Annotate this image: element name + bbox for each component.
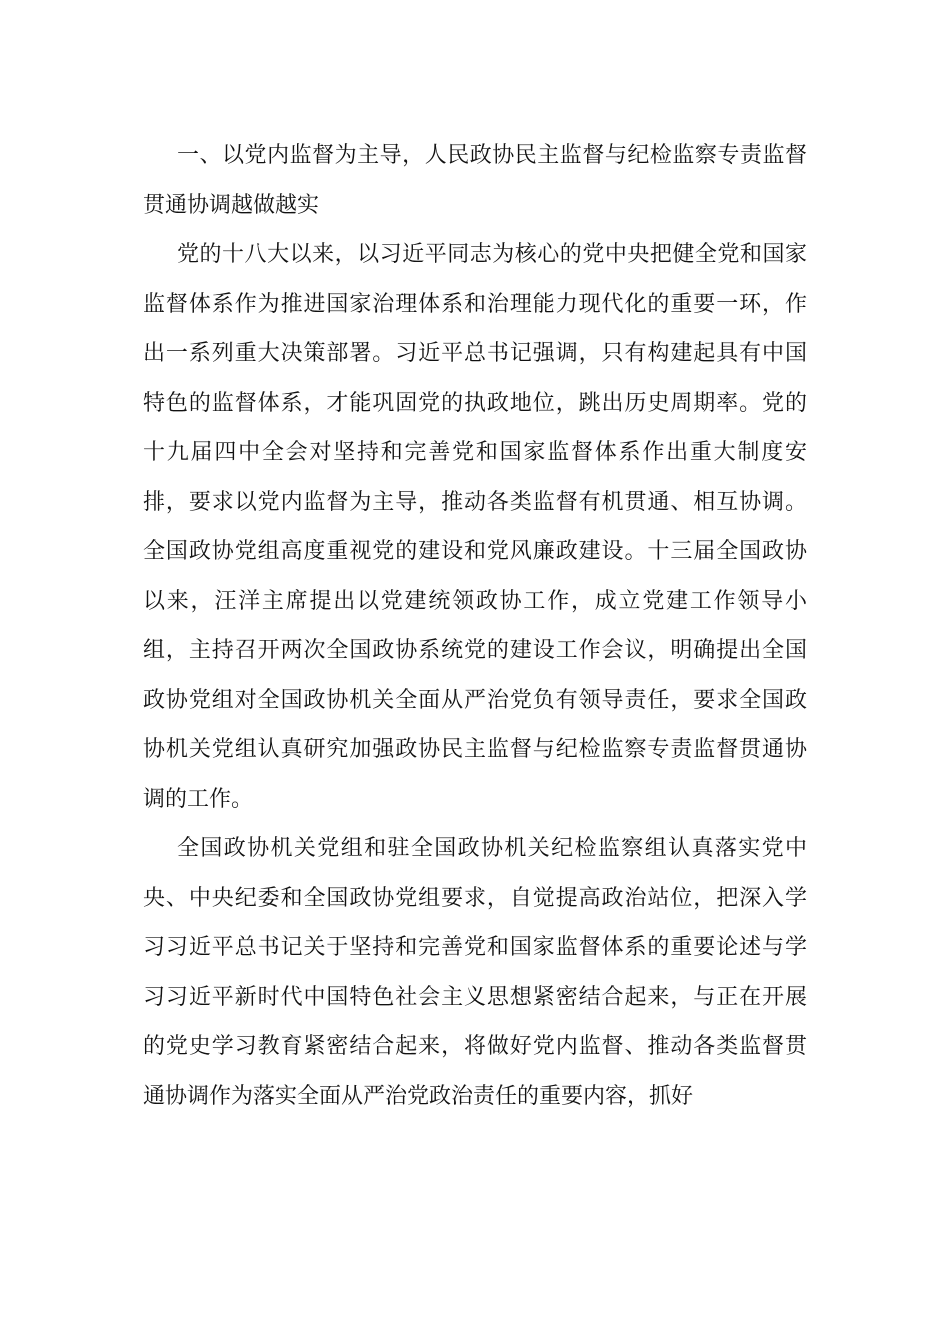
text-line: 的党史学习教育紧密结合起来，将做好党内监督、推动各类监督贯 [143, 1034, 807, 1059]
text-line: 调的工作。 [143, 786, 254, 812]
text-line: 十九届四中全会对坚持和完善党和国家监督体系作出重大制度安 [143, 440, 807, 465]
text-line: 出一系列重大决策部署。习近平总书记强调，只有构建起具有中国 [143, 341, 807, 366]
text-line: 政协党组对全国政协机关全面从严治党负有领导责任，要求全国政 [143, 687, 807, 713]
text-line: 组，主持召开两次全国政协系统党的建设工作会议，明确提出全国 [143, 638, 807, 663]
section-heading [143, 131, 807, 230]
body-paragraph [143, 230, 807, 824]
document-body [143, 131, 807, 1121]
text-line: 央、中央纪委和全国政协党组要求，自觉提高政治站位，把深入学 [143, 885, 807, 911]
text-line: 通协调作为落实全面从严治党政治责任的重要内容，抓好 [143, 1083, 694, 1109]
text-line: 习习近平新时代中国特色社会主义思想紧密结合起来，与正在开展 [143, 984, 807, 1010]
text-line: 全国政协机关党组和驻全国政协机关纪检监察组认真落实党中 [177, 836, 807, 861]
text-line: 以来，汪洋主席提出以党建统领政协工作，成立党建工作领导小 [143, 588, 807, 614]
text-line: 监督体系作为推进国家治理体系和治理能力现代化的重要一环，作 [143, 291, 807, 317]
text-line: 协机关党组认真研究加强政协民主监督与纪检监察专责监督贯通协 [143, 737, 807, 762]
text-line: 党的十八大以来，以习近平同志为核心的党中央把健全党和国家 [177, 242, 807, 267]
text-line: 一、以党内监督为主导，人民政协民主监督与纪检监察专责监督 [177, 143, 807, 168]
body-paragraph [143, 824, 807, 1121]
text-line: 排，要求以党内监督为主导，推动各类监督有机贯通、相互协调。 [143, 489, 807, 515]
text-line: 贯通协调越做越实 [143, 192, 320, 218]
text-line: 特色的监督体系，才能巩固党的执政地位，跳出历史周期率。党的 [143, 390, 807, 416]
text-line: 习习近平总书记关于坚持和完善党和国家监督体系的重要论述与学 [143, 935, 807, 960]
text-line: 全国政协党组高度重视党的建设和党风廉政建设。十三届全国政协 [143, 539, 807, 564]
